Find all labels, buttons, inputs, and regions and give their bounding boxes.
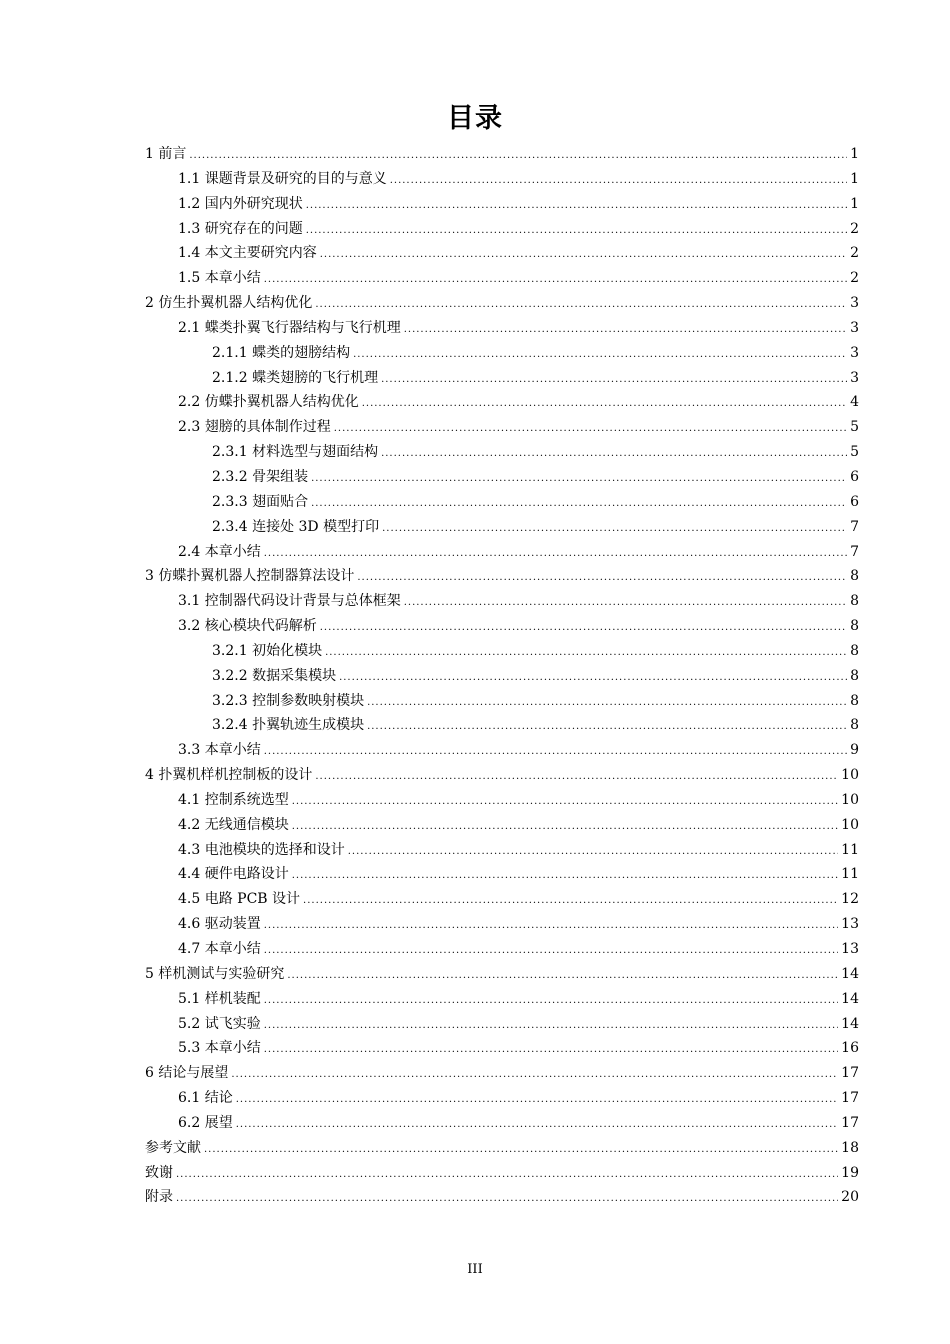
toc-entry-page-number: 14 bbox=[841, 990, 859, 1007]
dot-leader bbox=[353, 343, 847, 368]
toc-entry[interactable] bbox=[145, 713, 859, 738]
toc-entry[interactable] bbox=[145, 440, 859, 465]
toc-entry[interactable] bbox=[145, 987, 859, 1012]
toc-entry-title: 3.2.2 数据采集模块 bbox=[212, 667, 337, 684]
toc-entry-page-number: 17 bbox=[841, 1114, 859, 1131]
toc-entry-page-number: 13 bbox=[841, 941, 859, 957]
toc-entry-title: 3.1 控制器代码设计背景与总体框架 bbox=[178, 593, 401, 610]
dot-leader bbox=[287, 964, 838, 989]
toc-entry-title: 5.2 试飞实验 bbox=[178, 1015, 261, 1032]
toc-entry-title: 4.1 控制系统选型 bbox=[178, 791, 289, 808]
dot-leader bbox=[303, 889, 838, 914]
toc-entry[interactable] bbox=[145, 490, 859, 515]
toc-entry-title: 3.2.4 扑翼轨迹生成模块 bbox=[212, 717, 365, 734]
toc-entry[interactable] bbox=[145, 838, 859, 863]
dot-leader bbox=[404, 591, 847, 616]
toc-entry-title: 2.4 本章小结 bbox=[178, 543, 261, 560]
toc-entry-title: 2.3.2 骨架组装 bbox=[212, 468, 309, 485]
toc-entry-title: 1 前言 bbox=[145, 146, 187, 162]
toc-entry-page-number: 8 bbox=[850, 618, 859, 635]
toc-entry-title: 6.2 展望 bbox=[178, 1114, 233, 1131]
toc-entry-title: 4.6 驱动装置 bbox=[178, 916, 261, 933]
toc-entry[interactable] bbox=[145, 788, 859, 813]
toc-entry[interactable] bbox=[145, 763, 859, 788]
toc-entry-page-number: 4 bbox=[850, 394, 859, 411]
toc-entry-page-number: 3 bbox=[850, 344, 859, 361]
toc-entry[interactable] bbox=[145, 1161, 859, 1186]
dot-leader bbox=[315, 765, 838, 790]
toc-entry-page-number: 2 bbox=[850, 270, 859, 287]
page-number-footer: III bbox=[467, 1262, 483, 1277]
toc-entry-page-number: 8 bbox=[850, 692, 859, 709]
toc-entry-title: 1.2 国内外研究现状 bbox=[178, 195, 303, 212]
toc-entry-title: 3.2.1 初始化模块 bbox=[212, 642, 323, 659]
dot-leader bbox=[264, 268, 847, 293]
toc-entry-title: 6 结论与展望 bbox=[145, 1065, 229, 1082]
toc-entry-page-number: 3 bbox=[850, 319, 859, 336]
dot-leader bbox=[367, 691, 847, 716]
toc-entry-page-number: 17 bbox=[841, 1065, 859, 1082]
toc-entry-page-number: 2 bbox=[850, 220, 859, 237]
toc-entry-page-number: 7 bbox=[850, 518, 859, 535]
toc-entry[interactable] bbox=[145, 1061, 859, 1086]
dot-leader bbox=[311, 467, 847, 492]
toc-entry-title: 2.1.2 蝶类翅膀的飞行机理 bbox=[212, 369, 379, 386]
dot-leader bbox=[339, 666, 847, 691]
toc-entry-page-number: 5 bbox=[850, 444, 859, 461]
dot-leader bbox=[390, 169, 847, 194]
toc-entry[interactable] bbox=[145, 142, 859, 167]
toc-entry-title: 3.3 本章小结 bbox=[178, 742, 261, 759]
toc-entry-page-number: 3 bbox=[850, 295, 859, 312]
toc-entry[interactable] bbox=[145, 241, 859, 266]
toc-entry-page-number: 1 bbox=[850, 195, 859, 212]
toc-entry-page-number: 2 bbox=[850, 245, 859, 262]
toc-entry[interactable] bbox=[145, 614, 859, 639]
toc-entry-title: 1.1 课题背景及研究的目的与意义 bbox=[178, 170, 387, 187]
dot-leader bbox=[357, 566, 847, 591]
toc-entry[interactable] bbox=[145, 589, 859, 614]
dot-leader bbox=[315, 293, 847, 318]
dot-leader bbox=[176, 1187, 838, 1212]
toc-entry[interactable] bbox=[145, 167, 859, 192]
dot-leader bbox=[264, 542, 847, 567]
table-of-contents bbox=[145, 142, 859, 1210]
toc-entry[interactable] bbox=[145, 266, 859, 291]
toc-entry-page-number: 5 bbox=[850, 419, 859, 436]
toc-entry-title: 3 仿蝶扑翼机器人控制器算法设计 bbox=[145, 568, 355, 585]
toc-entry-title: 4.4 硬件电路设计 bbox=[178, 866, 289, 883]
toc-entry-page-number: 16 bbox=[841, 1040, 859, 1057]
dot-leader bbox=[311, 492, 847, 517]
toc-entry[interactable] bbox=[145, 415, 859, 440]
toc-entry-page-number: 11 bbox=[841, 866, 859, 883]
toc-entry-page-number: 1 bbox=[850, 170, 859, 187]
toc-entry-title: 5.1 样机装配 bbox=[178, 990, 261, 1007]
toc-entry-page-number: 10 bbox=[841, 767, 859, 784]
toc-entry-page-number: 8 bbox=[850, 593, 859, 610]
toc-entry-page-number: 8 bbox=[850, 568, 859, 585]
toc-entry-title: 2.3.4 连接处 3D 模型打印 bbox=[212, 518, 380, 535]
dot-leader bbox=[306, 194, 847, 219]
dot-leader bbox=[264, 1014, 838, 1039]
toc-entry[interactable] bbox=[145, 515, 859, 540]
toc-entry-title: 参考文献 bbox=[145, 1139, 201, 1156]
toc-entry-page-number: 6 bbox=[850, 493, 859, 510]
toc-entry[interactable] bbox=[145, 912, 859, 937]
toc-entry-page-number: 18 bbox=[841, 1139, 859, 1156]
toc-entry[interactable] bbox=[145, 564, 859, 589]
dot-leader bbox=[381, 442, 847, 467]
toc-entry-page-number: 8 bbox=[850, 717, 859, 734]
toc-entry-title: 1.3 研究存在的问题 bbox=[178, 220, 303, 237]
toc-entry-page-number: 1 bbox=[850, 146, 859, 162]
dot-leader bbox=[231, 1063, 838, 1088]
dot-leader bbox=[236, 1113, 838, 1138]
page-title: 目录 bbox=[447, 103, 503, 134]
dot-leader bbox=[176, 1163, 838, 1188]
toc-entry[interactable] bbox=[145, 291, 859, 316]
dot-leader bbox=[381, 368, 847, 393]
toc-entry[interactable] bbox=[145, 316, 859, 341]
dot-leader bbox=[264, 740, 847, 765]
toc-entry-title: 2.1 蝶类扑翼飞行器结构与飞行机理 bbox=[178, 319, 401, 336]
toc-entry[interactable] bbox=[145, 1086, 859, 1111]
dot-leader bbox=[404, 318, 847, 343]
toc-entry-title: 3.2 核心模块代码解析 bbox=[178, 618, 317, 635]
dot-leader bbox=[320, 616, 847, 641]
toc-entry-title: 1.5 本章小结 bbox=[178, 270, 261, 287]
toc-entry-page-number: 13 bbox=[841, 916, 859, 933]
dot-leader bbox=[292, 864, 838, 889]
toc-entry-title: 2.2 仿蝶扑翼机器人结构优化 bbox=[178, 394, 359, 411]
dot-leader bbox=[264, 939, 838, 964]
toc-entry-title: 4.7 本章小结 bbox=[178, 941, 261, 957]
toc-entry-title: 4.2 无线通信模块 bbox=[178, 816, 289, 833]
toc-entry-title: 4.3 电池模块的选择和设计 bbox=[178, 841, 345, 858]
dot-leader bbox=[264, 989, 838, 1014]
toc-entry[interactable] bbox=[145, 1111, 859, 1136]
dot-leader bbox=[334, 417, 847, 442]
toc-entry-title: 1.4 本文主要研究内容 bbox=[178, 245, 317, 262]
toc-entry-page-number: 8 bbox=[850, 667, 859, 684]
toc-entry[interactable] bbox=[145, 1036, 859, 1061]
toc-entry-page-number: 11 bbox=[841, 841, 859, 858]
dot-leader bbox=[306, 219, 847, 244]
dot-leader bbox=[382, 517, 847, 542]
toc-entry[interactable] bbox=[145, 341, 859, 366]
toc-entry[interactable] bbox=[145, 1136, 859, 1161]
toc-entry[interactable] bbox=[145, 937, 859, 962]
dot-leader bbox=[264, 1038, 838, 1063]
toc-entry-page-number: 17 bbox=[841, 1090, 859, 1107]
toc-entry[interactable] bbox=[145, 738, 859, 763]
toc-entry-page-number: 14 bbox=[841, 1015, 859, 1032]
toc-entry[interactable] bbox=[145, 390, 859, 415]
toc-entry-title: 5.3 本章小结 bbox=[178, 1040, 261, 1057]
dot-leader bbox=[189, 144, 847, 169]
toc-entry-title: 2.1.1 蝶类的翅膀结构 bbox=[212, 344, 351, 361]
toc-entry-page-number: 9 bbox=[850, 742, 859, 759]
dot-leader bbox=[348, 840, 838, 865]
toc-entry[interactable] bbox=[145, 887, 859, 912]
toc-entry-title: 2 仿生扑翼机器人结构优化 bbox=[145, 295, 313, 312]
toc-entry[interactable] bbox=[145, 962, 859, 987]
toc-entry[interactable] bbox=[145, 1012, 859, 1037]
toc-entry-title: 4.5 电路 PCB 设计 bbox=[178, 891, 301, 908]
toc-entry-page-number: 20 bbox=[841, 1189, 859, 1206]
toc-entry[interactable] bbox=[145, 813, 859, 838]
toc-entry-title: 致谢 bbox=[145, 1164, 173, 1181]
toc-entry[interactable] bbox=[145, 192, 859, 217]
dot-leader bbox=[325, 641, 847, 666]
toc-entry-title: 2.3.1 材料选型与翅面结构 bbox=[212, 444, 379, 461]
toc-entry[interactable] bbox=[145, 862, 859, 887]
toc-entry-title: 附录 bbox=[145, 1189, 173, 1206]
toc-entry-title: 2.3.3 翅面贴合 bbox=[212, 493, 309, 510]
toc-entry[interactable] bbox=[145, 639, 859, 664]
dot-leader bbox=[367, 715, 847, 740]
dot-leader bbox=[362, 392, 847, 417]
toc-entry-page-number: 10 bbox=[841, 816, 859, 833]
toc-entry[interactable] bbox=[145, 366, 859, 391]
toc-entry-page-number: 19 bbox=[841, 1164, 859, 1181]
toc-entry-title: 6.1 结论 bbox=[178, 1090, 233, 1107]
toc-entry-page-number: 7 bbox=[850, 543, 859, 560]
toc-entry-page-number: 8 bbox=[850, 642, 859, 659]
toc-entry[interactable] bbox=[145, 217, 859, 242]
toc-entry-page-number: 6 bbox=[850, 468, 859, 485]
dot-leader bbox=[292, 790, 838, 815]
dot-leader bbox=[236, 1088, 838, 1113]
toc-entry-title: 2.3 翅膀的具体制作过程 bbox=[178, 419, 331, 436]
toc-entry-page-number: 3 bbox=[850, 369, 859, 386]
toc-entry[interactable] bbox=[145, 540, 859, 565]
toc-entry[interactable] bbox=[145, 664, 859, 689]
toc-entry-page-number: 12 bbox=[841, 891, 859, 908]
dot-leader bbox=[292, 815, 838, 840]
dot-leader bbox=[264, 914, 838, 939]
dot-leader bbox=[204, 1138, 838, 1163]
toc-entry-page-number: 10 bbox=[841, 791, 859, 808]
toc-entry[interactable] bbox=[145, 465, 859, 490]
toc-entry-title: 5 样机测试与实验研究 bbox=[145, 965, 285, 982]
dot-leader bbox=[320, 243, 847, 268]
toc-entry-title: 3.2.3 控制参数映射模块 bbox=[212, 692, 365, 709]
toc-entry-page-number: 14 bbox=[841, 965, 859, 982]
toc-entry[interactable] bbox=[145, 689, 859, 714]
toc-entry-title: 4 扑翼机样机控制板的设计 bbox=[145, 767, 313, 784]
toc-entry[interactable] bbox=[145, 1185, 859, 1210]
